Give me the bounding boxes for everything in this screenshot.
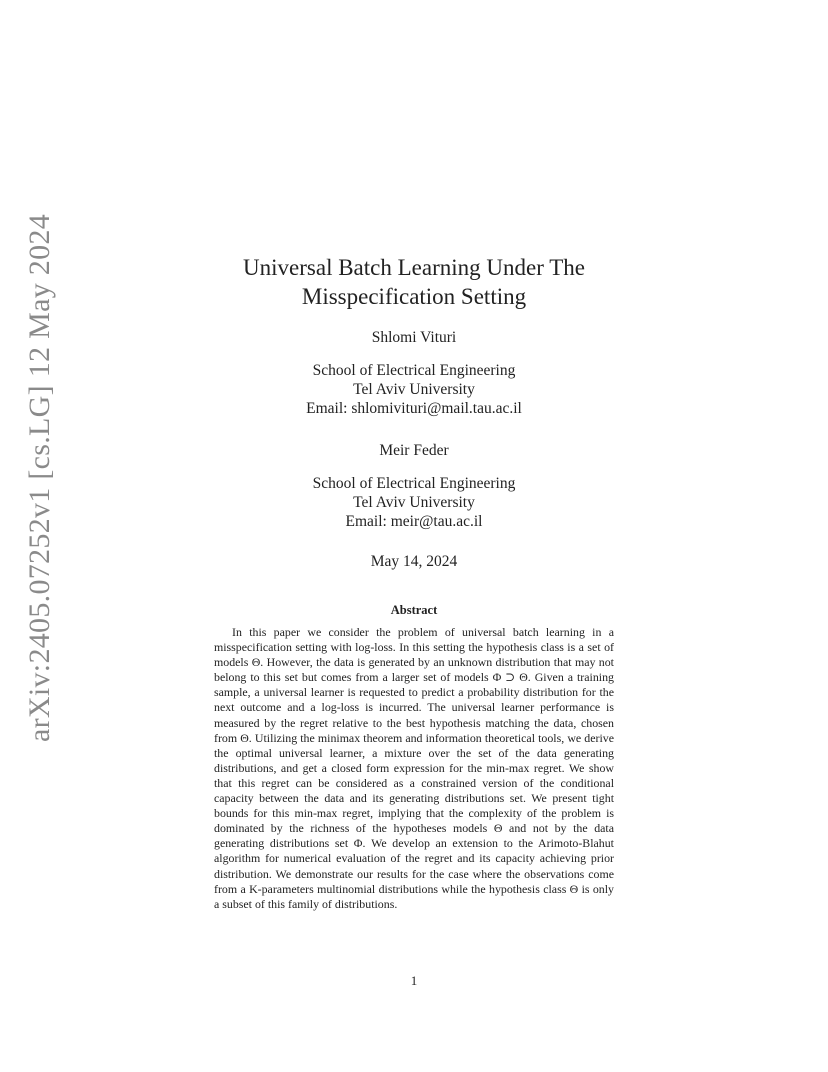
affiliation-university-2: Tel Aviv University bbox=[353, 494, 475, 511]
affiliation-email-2: Email: meir@tau.ac.il bbox=[345, 513, 483, 530]
affiliation-school-1: School of Electrical Engineering bbox=[312, 362, 516, 379]
arxiv-identifier-stamp: arXiv:2405.07252v1 [cs.LG] 12 May 2024 bbox=[23, 214, 56, 742]
author-name-2: Meir Feder bbox=[379, 442, 449, 459]
affiliation-university-1: Tel Aviv University bbox=[353, 381, 475, 398]
paper-date: May 14, 2024 bbox=[370, 553, 458, 570]
affiliation-school-2: School of Electrical Engineering bbox=[312, 475, 516, 492]
abstract-heading: Abstract bbox=[390, 603, 438, 617]
author-affiliation-1 bbox=[200, 361, 628, 418]
author-affiliation-2 bbox=[200, 474, 628, 531]
abstract-body: In this paper we consider the problem of universal batch learning in a misspecification setting with log-loss. In this setting the hypothesis class is a set of models Θ. However, the data is generated by an unknown distribution that may not belong to this set but comes from a larger set of models Φ ⊃ Θ. Given a training sample, a universal learner is requested to predict a probability distribution for the next outcome and a log-loss is incurred. The universal learner performance is measured by the regret relative to the best hypothesis matching the data, chosen from Θ. Utilizing the minimax theorem and information theoretical tools, we derive the optimal universal learner, a mixture over the set of the data generating distributions, and get a closed form expression for the min-max regret. We show that this regret can be considered as a constrained version of the conditional capacity between the data and its generating distributions set. We present tight bounds for this min-max regret, implying that the complexity of the problem is dominated by the richness of the hypotheses models Θ and not by the data generating distributions set Φ. We develop an extension to the Arimoto-Blahut algorithm for numerical evaluation of the regret and its capacity achieving prior distribution. We demonstrate our results for the case where the observations come from a K-parameters multinomial distributions while the hypothesis class Θ is only a subset of this family of distributions. bbox=[214, 625, 614, 911]
affiliation-email-1: Email: shlomivituri@mail.tau.ac.il bbox=[306, 400, 522, 417]
author-name-1: Shlomi Vituri bbox=[371, 329, 457, 346]
page-number: 1 bbox=[410, 973, 418, 988]
paper-title: Universal Batch Learning Under The Misspecification Setting bbox=[243, 255, 585, 309]
